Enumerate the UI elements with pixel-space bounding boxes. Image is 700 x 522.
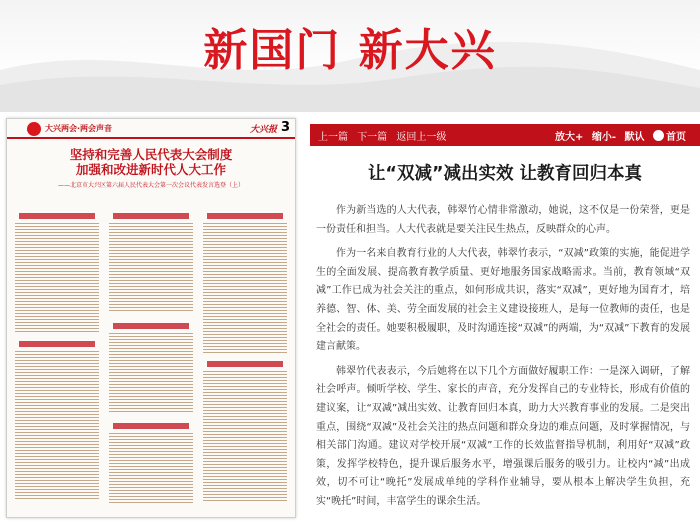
prev-article-link[interactable]: 上一篇	[318, 132, 348, 143]
home-icon	[653, 130, 664, 141]
article-block[interactable]	[203, 223, 287, 353]
banner	[0, 0, 700, 112]
article-block-heading[interactable]	[207, 213, 283, 219]
newspaper-page-thumbnail[interactable]	[6, 118, 296, 518]
article-block[interactable]	[109, 433, 193, 503]
article-block[interactable]	[15, 223, 99, 333]
article-paragraph: 作为新当选的人大代表，韩翠竹心情非常激动，她说，这不仅是一份荣誉，更是一份责任和担当。人大代表就是要关注民生热点，反映群众的心声。	[316, 205, 690, 235]
newspaper-brand: 大兴报	[249, 125, 277, 135]
article-block-heading[interactable]	[113, 213, 189, 219]
newspaper-page-number: 3	[280, 120, 290, 135]
article-block-heading[interactable]	[19, 341, 95, 347]
article-block-heading[interactable]	[113, 423, 189, 429]
article-block-heading[interactable]	[19, 213, 95, 219]
newspaper-column	[203, 211, 287, 511]
banner-title: 新国门 新大兴	[203, 25, 497, 76]
article-block-heading[interactable]	[207, 361, 283, 367]
article-block-heading[interactable]	[113, 323, 189, 329]
newspaper-subheadline: ——北京市大兴区第六届人民代表大会第一次会议代表发言选登（上）	[57, 182, 244, 189]
emblem-icon	[27, 122, 41, 136]
zoom-in-button[interactable]: 放大+	[555, 132, 584, 143]
article-body	[316, 202, 690, 518]
article-paragraph: 韩翠竹代表表示，今后她将在以下几个方面做好履职工作：一是深入调研，了解社会呼声。倾听学校、学生、家长的声音，充分发挥自己的专业特长，形成有价值的建议案，让“双减”减出实效、让教育回归本真，助力大兴教育事业的发展。二是突出重点，围绕“双减”及社会关注的热点问题和群众身边的难点问题，及时掌握情况，与相关部门沟通。建议对学校开展“双减”工作的长效监督指导机制，利用好“双减”政策，发挥学校特色，提升课后服务水平，增强课后服务的吸引力。让校内“减”出成效，切不可让“晚托”发展成单纯的学科作业辅导，要从根本上解决学生负担，充实“晚托”时间，丰富学生的课余生活。	[316, 365, 690, 507]
zoom-out-button[interactable]: 缩小-	[591, 132, 617, 143]
default-size-button[interactable]: 默认	[624, 132, 645, 143]
article-block[interactable]	[15, 351, 99, 501]
article-block[interactable]	[109, 223, 193, 313]
newspaper-column	[15, 211, 99, 511]
article-toolbar	[310, 124, 700, 146]
next-article-link[interactable]: 下一篇	[357, 132, 388, 143]
newspaper-columns	[15, 211, 287, 511]
newspaper-masthead	[7, 119, 295, 139]
article-paragraph: 作为一名来自教育行业的人大代表，韩翠竹表示，“双减”政策的实施，能促进学生的全面发展、提高教育教学质量、更好地服务国家战略需求。当前，教育领域“双减”工作已成为社会关注的重点，如何形成共识，落实“双减”，更好地为国育才，培养德、智、体、美、劳全面发展的社会主义建设接班人，是每一位教师的责任，也是全社会的责任。她要积极履职，及时沟通连接“双减”的两端，为“双减”下教育的发展建言献策。	[316, 248, 690, 353]
newspaper-headline-line1: 坚持和完善人民代表大会制度	[69, 147, 233, 162]
newspaper-column	[109, 211, 193, 511]
newspaper-section-name: 大兴两会·两会声音	[45, 124, 113, 133]
article-block[interactable]	[203, 371, 287, 501]
home-link[interactable]: 首页	[653, 132, 686, 143]
newspaper-headline-line2: 加强和改进新时代人大工作	[75, 162, 226, 177]
article-title: 让“双减”减出实效 让教育回归本真	[367, 164, 643, 184]
article-block[interactable]	[109, 333, 193, 413]
back-link[interactable]: 返回上一级	[396, 132, 447, 143]
